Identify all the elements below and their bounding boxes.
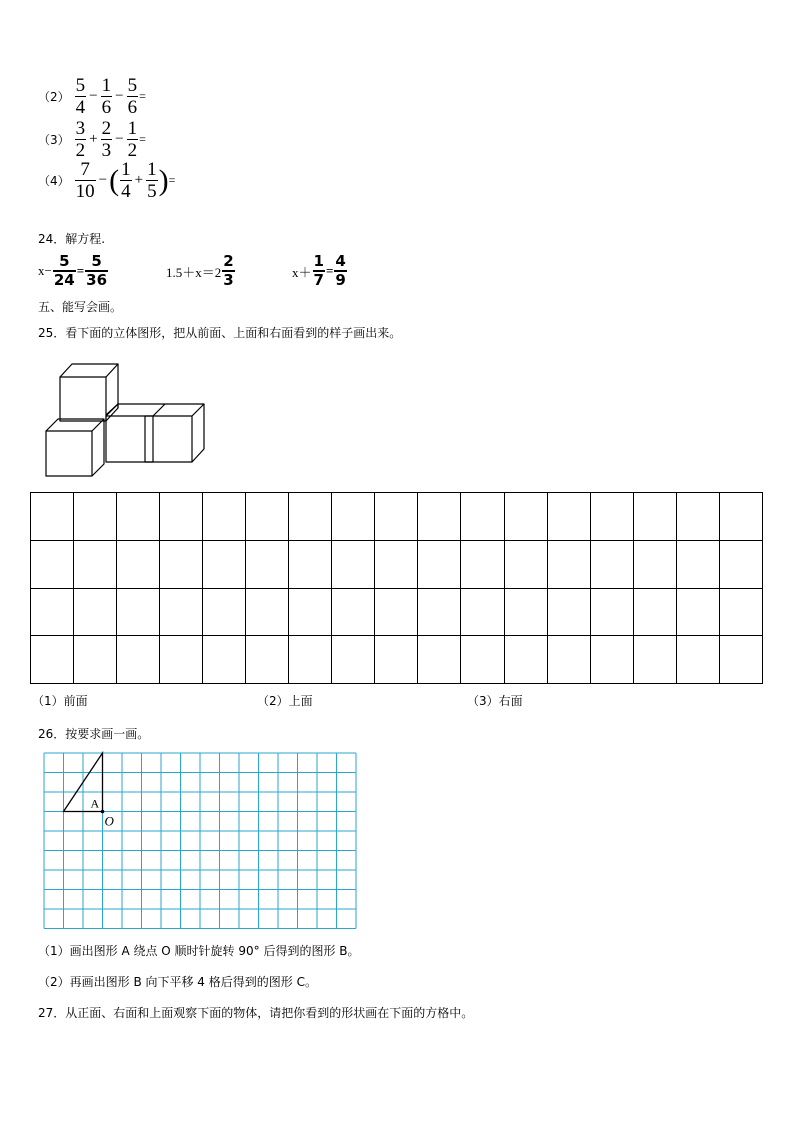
grid-cell[interactable]	[117, 588, 160, 636]
numerator: 1	[121, 159, 131, 180]
grid-cell[interactable]	[547, 540, 590, 588]
grid-cell[interactable]	[504, 493, 547, 541]
denominator: 7	[313, 271, 324, 289]
right-paren: )	[158, 163, 169, 197]
numerator: 1	[101, 75, 112, 96]
fraction	[75, 119, 87, 160]
label-a: A	[90, 796, 100, 811]
question-24-title: 24．解方程.	[38, 232, 106, 246]
fraction	[334, 254, 346, 288]
grid-cell[interactable]	[418, 588, 461, 636]
grid-cell[interactable]	[31, 493, 74, 541]
equation-2	[166, 254, 236, 288]
denominator: 3	[101, 140, 112, 161]
fraction	[146, 160, 158, 201]
grid-cell[interactable]	[74, 636, 117, 684]
grid-cell[interactable]	[31, 636, 74, 684]
grid-cell[interactable]	[719, 588, 762, 636]
numerator: 5	[59, 252, 70, 270]
section-heading: 五、能写会画。	[38, 300, 123, 314]
grid-cell[interactable]	[246, 493, 289, 541]
left-paren: (	[109, 163, 120, 197]
question-25-title: 25．看下面的立体图形，把从前面、上面和右面看到的样子画出来。	[38, 326, 402, 340]
grid-cell[interactable]	[590, 636, 633, 684]
equation-prefix: x＋	[292, 264, 312, 280]
question-26-title: 26．按要求画一画。	[38, 727, 150, 741]
item-label: （3）	[38, 133, 70, 147]
equals-sign: =	[139, 89, 146, 103]
grid-cell[interactable]	[676, 588, 719, 636]
equals-sign: =	[76, 263, 85, 278]
operator: +	[89, 131, 98, 147]
operator: −	[115, 88, 124, 104]
grid-cell[interactable]	[633, 588, 676, 636]
denominator: 24	[53, 271, 75, 289]
equation-1	[38, 254, 109, 288]
grid-cell[interactable]	[676, 636, 719, 684]
numerator: 1	[313, 252, 324, 270]
grid-cell[interactable]	[504, 588, 547, 636]
fraction	[75, 76, 87, 117]
grid-cell[interactable]	[461, 588, 504, 636]
operator: −	[89, 88, 98, 104]
grid-cell[interactable]	[547, 588, 590, 636]
grid-cell[interactable]	[31, 540, 74, 588]
grid-cell[interactable]	[375, 636, 418, 684]
caption-right: （3）右面	[467, 694, 523, 708]
grid-cell[interactable]	[504, 636, 547, 684]
grid-cell[interactable]	[117, 540, 160, 588]
grid-cell[interactable]	[246, 636, 289, 684]
grid-cell[interactable]	[289, 636, 332, 684]
equation-3	[292, 254, 348, 288]
fraction	[101, 76, 113, 117]
grid-cell[interactable]	[203, 540, 246, 588]
fraction	[75, 160, 96, 201]
denominator: 6	[127, 97, 138, 118]
denominator: 2	[75, 140, 86, 161]
grid-cell[interactable]	[160, 636, 203, 684]
grid-cell[interactable]	[332, 636, 375, 684]
grid-cell[interactable]	[375, 540, 418, 588]
expression-3	[38, 119, 146, 160]
grid-cell[interactable]	[676, 493, 719, 541]
denominator: 36	[86, 271, 108, 289]
grid-cell[interactable]	[504, 540, 547, 588]
denominator: 9	[335, 271, 346, 289]
grid-cell[interactable]	[246, 540, 289, 588]
item-label: （4）	[38, 174, 70, 188]
operator: +	[134, 172, 144, 188]
grid-row	[31, 636, 763, 684]
grid-cell[interactable]	[461, 540, 504, 588]
fraction	[120, 160, 132, 201]
grid-cell[interactable]	[547, 493, 590, 541]
numerator: 2	[101, 118, 112, 139]
grid-cell[interactable]	[461, 636, 504, 684]
grid-cell[interactable]	[418, 540, 461, 588]
question-27-title: 27．从正面、右面和上面观察下面的物体，请把你看到的形状画在下面的方格中。	[38, 1006, 474, 1020]
numerator: 5	[127, 75, 138, 96]
grid-row	[31, 540, 763, 588]
grid-cell[interactable]	[160, 493, 203, 541]
operator: −	[115, 131, 124, 147]
fraction	[53, 254, 76, 288]
cube-figure	[40, 360, 210, 480]
step-2: （2）再画出图形 B 向下平移 4 格后得到的图形 C。	[38, 975, 317, 989]
grid-cell[interactable]	[203, 588, 246, 636]
grid-cell[interactable]	[74, 588, 117, 636]
grid-cell[interactable]	[719, 493, 762, 541]
fraction	[222, 254, 234, 288]
equals-sign: =	[325, 263, 334, 278]
fraction	[127, 76, 139, 117]
label-o: O	[104, 813, 114, 829]
grid-row	[31, 493, 763, 541]
equals-sign: =	[168, 173, 176, 187]
fraction	[101, 119, 113, 160]
grid-cell[interactable]	[246, 588, 289, 636]
numerator: 5	[91, 252, 102, 270]
grid-cell[interactable]	[289, 540, 332, 588]
grid-cell[interactable]	[289, 588, 332, 636]
caption-top: （2）上面	[257, 694, 313, 708]
denominator: 2	[127, 140, 138, 161]
numerator: 5	[75, 75, 86, 96]
step-1: （1）画出图形 A 绕点 O 顺时针旋转 90° 后得到的图形 B。	[38, 944, 360, 958]
numerator: 4	[335, 252, 346, 270]
denominator: 6	[101, 97, 112, 118]
expression-2	[38, 76, 146, 117]
denominator: 4	[75, 97, 86, 118]
fraction	[127, 119, 139, 160]
numerator: 3	[75, 118, 86, 139]
equals-sign: =	[139, 132, 146, 146]
grid-cell[interactable]	[74, 540, 117, 588]
grid-cell[interactable]	[719, 636, 762, 684]
grid-cell[interactable]	[590, 493, 633, 541]
grid-cell[interactable]	[676, 540, 719, 588]
grid-cell[interactable]	[117, 493, 160, 541]
grid-cell[interactable]	[719, 540, 762, 588]
grid-cell[interactable]	[74, 493, 117, 541]
numerator: 1	[147, 159, 157, 180]
numerator: 1	[127, 118, 138, 139]
denominator: 10	[75, 181, 95, 202]
numerator: 2	[223, 252, 234, 270]
grid-cell[interactable]	[590, 588, 633, 636]
grid-cell[interactable]	[418, 493, 461, 541]
grid-cell[interactable]	[160, 540, 203, 588]
grid-row	[31, 588, 763, 636]
numerator: 7	[80, 159, 90, 180]
grid-cell[interactable]	[31, 588, 74, 636]
grid-figure[interactable]	[40, 750, 360, 930]
operator: −	[98, 172, 108, 188]
grid-cell[interactable]	[203, 636, 246, 684]
grid-cell[interactable]	[418, 636, 461, 684]
drawing-grid[interactable]	[30, 492, 763, 684]
grid-cell[interactable]	[375, 588, 418, 636]
grid-cell[interactable]	[289, 493, 332, 541]
grid-cell[interactable]	[117, 636, 160, 684]
grid-cell[interactable]	[332, 588, 375, 636]
grid-cell[interactable]	[633, 540, 676, 588]
grid-cell[interactable]	[332, 540, 375, 588]
grid-cell[interactable]	[590, 540, 633, 588]
expression-4	[38, 160, 175, 201]
grid-cell[interactable]	[547, 636, 590, 684]
grid-cell[interactable]	[633, 493, 676, 541]
denominator: 4	[121, 181, 131, 202]
grid-cell[interactable]	[375, 493, 418, 541]
grid-cell[interactable]	[332, 493, 375, 541]
equation-prefix: 1.5＋x＝2	[166, 264, 222, 280]
equation-prefix: x−	[38, 263, 52, 278]
fraction	[85, 254, 108, 288]
fraction	[313, 254, 325, 288]
grid-cell[interactable]	[461, 493, 504, 541]
grid-cell[interactable]	[633, 636, 676, 684]
grid-cell[interactable]	[203, 493, 246, 541]
denominator: 3	[223, 271, 234, 289]
denominator: 5	[147, 181, 157, 202]
caption-front: （1）前面	[32, 694, 88, 708]
item-label: （2）	[38, 90, 70, 104]
grid-cell[interactable]	[160, 588, 203, 636]
